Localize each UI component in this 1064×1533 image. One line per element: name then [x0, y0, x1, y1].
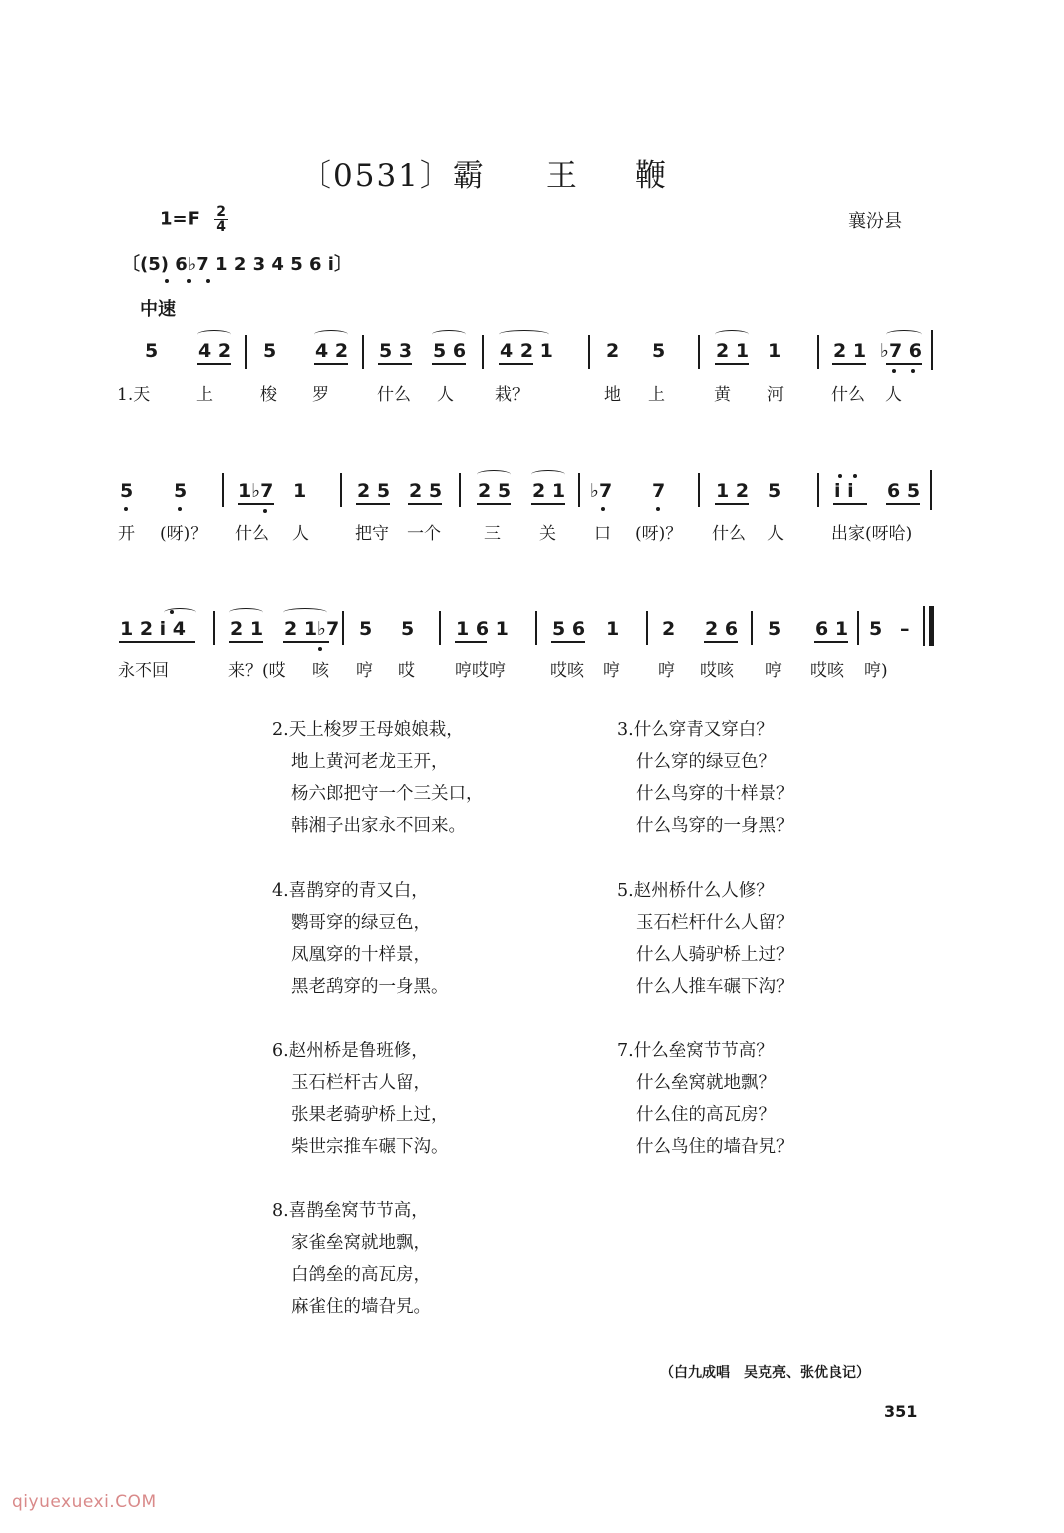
lyric: 出家(呀哈) [831, 524, 913, 544]
note-group: 5 6 [552, 618, 586, 640]
verse-line: 什么鸟住的墙旮旯？ [636, 1137, 794, 1157]
note-group: 5 [145, 340, 159, 362]
beam-underline [832, 363, 866, 365]
low-octave-dot [263, 509, 267, 513]
lyric: 什么 [712, 524, 746, 544]
barline [362, 335, 364, 369]
beam-underline [378, 363, 412, 365]
note-group: 6 1 [815, 618, 849, 640]
lyric: 哼) [864, 661, 888, 681]
low-octave-dot [178, 507, 182, 511]
beam-underline [229, 641, 263, 643]
note-group: 7 [652, 480, 666, 502]
note-group: 5 [652, 340, 666, 362]
beam-underline [704, 641, 738, 643]
time-signature [214, 205, 228, 234]
beam-underline [197, 363, 231, 365]
note-group: 1 [768, 340, 782, 362]
note-group: 4 2 [198, 340, 232, 362]
lyric: 河 [767, 385, 784, 405]
note-group: 2 1 [833, 340, 867, 362]
note-group: 1 2 [716, 480, 750, 502]
beam-underline [886, 363, 922, 365]
verse-line: 什么人骑驴桥上过？ [636, 945, 794, 965]
low-octave-dot [656, 507, 660, 511]
lyric: 哼 [658, 661, 675, 681]
lyric: 人 [437, 385, 454, 405]
note-group: 5 [401, 618, 415, 640]
verse-line: 3.什么穿青又穿白？ [617, 720, 774, 740]
beam-underline [356, 503, 390, 505]
verse-line: 黑老鸹穿的一身黑。 [291, 977, 449, 997]
barline [342, 611, 344, 645]
verse-line: 什么鸟穿的十样景？ [636, 784, 794, 804]
lyric: 咳 [312, 661, 329, 681]
beam-underline [499, 363, 533, 365]
beam-underline [833, 503, 867, 505]
title-char-2: 王 [545, 158, 579, 194]
barline [213, 611, 215, 645]
slur [477, 470, 511, 479]
note-group: 5 [263, 340, 277, 362]
low-octave-dot [911, 369, 915, 373]
song-number: 〔0531〕 [300, 158, 453, 194]
note-group: 6 5 [887, 480, 921, 502]
meter-top: 2 [216, 204, 226, 220]
lyric: 什么 [377, 385, 411, 405]
low-octave-dot [206, 279, 210, 283]
key-signature [160, 205, 228, 234]
lyric: 人 [885, 385, 902, 405]
high-octave-dot [838, 474, 842, 478]
note-group: 1 6 1 [456, 618, 509, 640]
verse-8 [272, 1195, 431, 1323]
note-group: 5 6 [433, 340, 467, 362]
note-group: 5 [768, 480, 782, 502]
slur [164, 608, 196, 617]
low-octave-dot [318, 647, 322, 651]
high-octave-dot [853, 474, 857, 478]
lyric: 一个 [407, 524, 441, 544]
barline [535, 611, 537, 645]
lyric: 把守 [355, 524, 389, 544]
high-octave-dot [170, 610, 174, 614]
lyric: 什么 [235, 524, 269, 544]
note-group: 5 [869, 618, 883, 640]
note-group: 2 [662, 618, 676, 640]
beam-underline [432, 363, 466, 365]
verse-line: 什么鸟穿的一身黑？ [636, 816, 794, 836]
lyric: 1.天 [117, 385, 151, 405]
barline [482, 335, 484, 369]
note-group: 1 [293, 480, 307, 502]
verse-line: 玉石栏杆什么人留？ [636, 913, 794, 933]
barline [222, 473, 224, 507]
verse-line: 什么垒窝就地飘？ [636, 1073, 776, 1093]
lyric: 口 [594, 524, 611, 544]
performer-credit: （白九成唱 吴克亮、张优良记） [660, 1365, 870, 1381]
note-group: 2 1♭7 [284, 618, 340, 640]
song-title [300, 150, 668, 195]
beam-underline [551, 641, 585, 643]
meter-bottom: 4 [216, 219, 226, 235]
beam-underline [477, 503, 511, 505]
final-barline-thin [923, 606, 925, 646]
final-barline-thick [929, 606, 934, 646]
low-octave-dot [165, 279, 169, 283]
note-group: 2 5 [409, 480, 443, 502]
note-group: 4 2 1 [500, 340, 553, 362]
note-group: 2 1 [230, 618, 264, 640]
verse-line: 2.天上梭罗王母娘娘栽， [272, 720, 464, 740]
slur [283, 608, 327, 617]
verse-line: 柴世宗推车碾下沟。 [291, 1137, 449, 1157]
verse-2 [272, 714, 484, 842]
beam-underline [715, 363, 749, 365]
lyric: 哎 [398, 661, 415, 681]
beam-underline [886, 503, 920, 505]
lyric: 来？(哎 [228, 661, 286, 681]
lyric: 哎咳 [810, 661, 844, 681]
slur [314, 330, 348, 339]
verse-line: 鹦哥穿的绿豆色， [291, 913, 431, 933]
lyric: 罗 [312, 385, 329, 405]
verse-line: 7.什么垒窝节节高？ [617, 1041, 774, 1061]
note-group: 5 [359, 618, 373, 640]
verse-line: 家雀垒窝就地飘， [291, 1233, 431, 1253]
verse-3 [617, 714, 794, 842]
lyric: (呀)？ [160, 524, 208, 544]
note-group: 1 2 i 4 [120, 618, 187, 640]
note-group: 5 3 [379, 340, 413, 362]
barline [817, 473, 819, 507]
page-number: 351 [884, 1402, 918, 1421]
barline [646, 611, 648, 645]
barline [698, 335, 700, 369]
low-octave-dot [187, 279, 191, 283]
verse-5 [617, 875, 794, 1003]
low-octave-dot [892, 369, 896, 373]
lyric: 人 [292, 524, 309, 544]
note-group: 1 [606, 618, 620, 640]
lyric: 人 [767, 524, 784, 544]
note-group: 2 [606, 340, 620, 362]
beam-underline [314, 363, 348, 365]
barline [439, 611, 441, 645]
note-group: 2 5 [357, 480, 391, 502]
lyric: 哎咳 [700, 661, 734, 681]
beam-underline [238, 503, 274, 505]
verse-line: 地上黄河老龙王开， [291, 752, 449, 772]
lyric: 上 [196, 385, 213, 405]
verse-7 [617, 1035, 794, 1163]
title-char-1: 霸 [452, 158, 486, 194]
verse-4 [272, 875, 449, 1003]
region-label: 襄汾县 [848, 211, 902, 232]
lyric: 什么 [831, 385, 865, 405]
note-group: 1♭7 [238, 480, 274, 502]
barline [931, 330, 933, 370]
barline [578, 473, 580, 507]
beam-underline [455, 641, 487, 643]
verse-line: 什么穿的绿豆色？ [636, 752, 776, 772]
beam-underline [531, 503, 565, 505]
barline [751, 611, 753, 645]
note-group: 2 5 [478, 480, 512, 502]
verse-line: 6.赵州桥是鲁班修， [272, 1041, 429, 1061]
barline [588, 335, 590, 369]
note-group: ♭7 6 [880, 340, 923, 362]
beam-underline [119, 641, 195, 643]
tempo-marking: 中速 [140, 299, 176, 320]
key-label: 1=F [160, 208, 200, 230]
slur [715, 330, 749, 339]
note-group: 5 [120, 480, 134, 502]
lyric: 地 [604, 385, 621, 405]
note-group: – [900, 618, 910, 640]
barline [698, 473, 700, 507]
barline [340, 473, 342, 507]
lyric: 哼 [765, 661, 782, 681]
verse-line: 凤凰穿的十样景， [291, 945, 431, 965]
note-group: 5 [174, 480, 188, 502]
beam-underline [408, 503, 442, 505]
verse-line: 张果老骑驴桥上过， [291, 1105, 449, 1125]
lyric: 哼哎哼 [455, 661, 506, 681]
beam-underline [283, 641, 329, 643]
slur [432, 330, 466, 339]
lyric: 哼 [603, 661, 620, 681]
verse-line: 什么人推车碾下沟？ [636, 977, 794, 997]
verse-line: 5.赵州桥什么人修？ [617, 881, 774, 901]
low-octave-dot [124, 507, 128, 511]
title-char-3: 鞭 [634, 158, 668, 194]
beam-underline [814, 641, 848, 643]
note-group: 2 6 [705, 618, 739, 640]
note-group: 2 1 [532, 480, 566, 502]
scale-line: 〔(5) 6♭7 1 2 3 4 5 6 i〕 [122, 254, 352, 275]
verse-6 [272, 1035, 449, 1163]
watermark: qiyuexuexi.COM [12, 1492, 157, 1512]
barline [817, 335, 819, 369]
slur [229, 608, 263, 617]
note-group: i i [834, 480, 854, 502]
lyric: 黄 [714, 385, 731, 405]
note-group: 5 [768, 618, 782, 640]
note-group: ♭7 [590, 480, 613, 502]
lyric: 开 [118, 524, 135, 544]
verse-line: 8.喜鹊垒窝节节高， [272, 1201, 429, 1221]
verse-line: 韩湘子出家永不回来。 [291, 816, 466, 836]
verse-line: 白鸽垒的高瓦房， [291, 1265, 431, 1285]
lyric: 栽？ [495, 385, 529, 405]
lyric: 三 [484, 524, 501, 544]
verse-line: 什么住的高瓦房？ [636, 1105, 776, 1125]
lyric: 关 [539, 524, 556, 544]
slur [499, 330, 549, 339]
lyric: 上 [648, 385, 665, 405]
note-group: 4 2 [315, 340, 349, 362]
low-octave-dot [601, 507, 605, 511]
barline [459, 473, 461, 507]
verse-line: 麻雀住的墙旮旯。 [291, 1297, 431, 1317]
lyric: 哎咳 [550, 661, 584, 681]
verse-line: 玉石栏杆古人留， [291, 1073, 431, 1093]
slur [531, 470, 565, 479]
barline [245, 335, 247, 369]
slur [886, 330, 922, 339]
lyric: 哼 [356, 661, 373, 681]
verse-line: 杨六郎把守一个三关口， [291, 784, 484, 804]
lyric: 永不回 [118, 661, 169, 681]
barline [930, 470, 932, 510]
lyric: (呀)？ [635, 524, 683, 544]
beam-underline [715, 503, 749, 505]
verse-line: 4.喜鹊穿的青又白， [272, 881, 429, 901]
lyric: 梭 [260, 385, 277, 405]
note-group: 2 1 [716, 340, 750, 362]
barline [857, 611, 859, 645]
slur [197, 330, 231, 339]
